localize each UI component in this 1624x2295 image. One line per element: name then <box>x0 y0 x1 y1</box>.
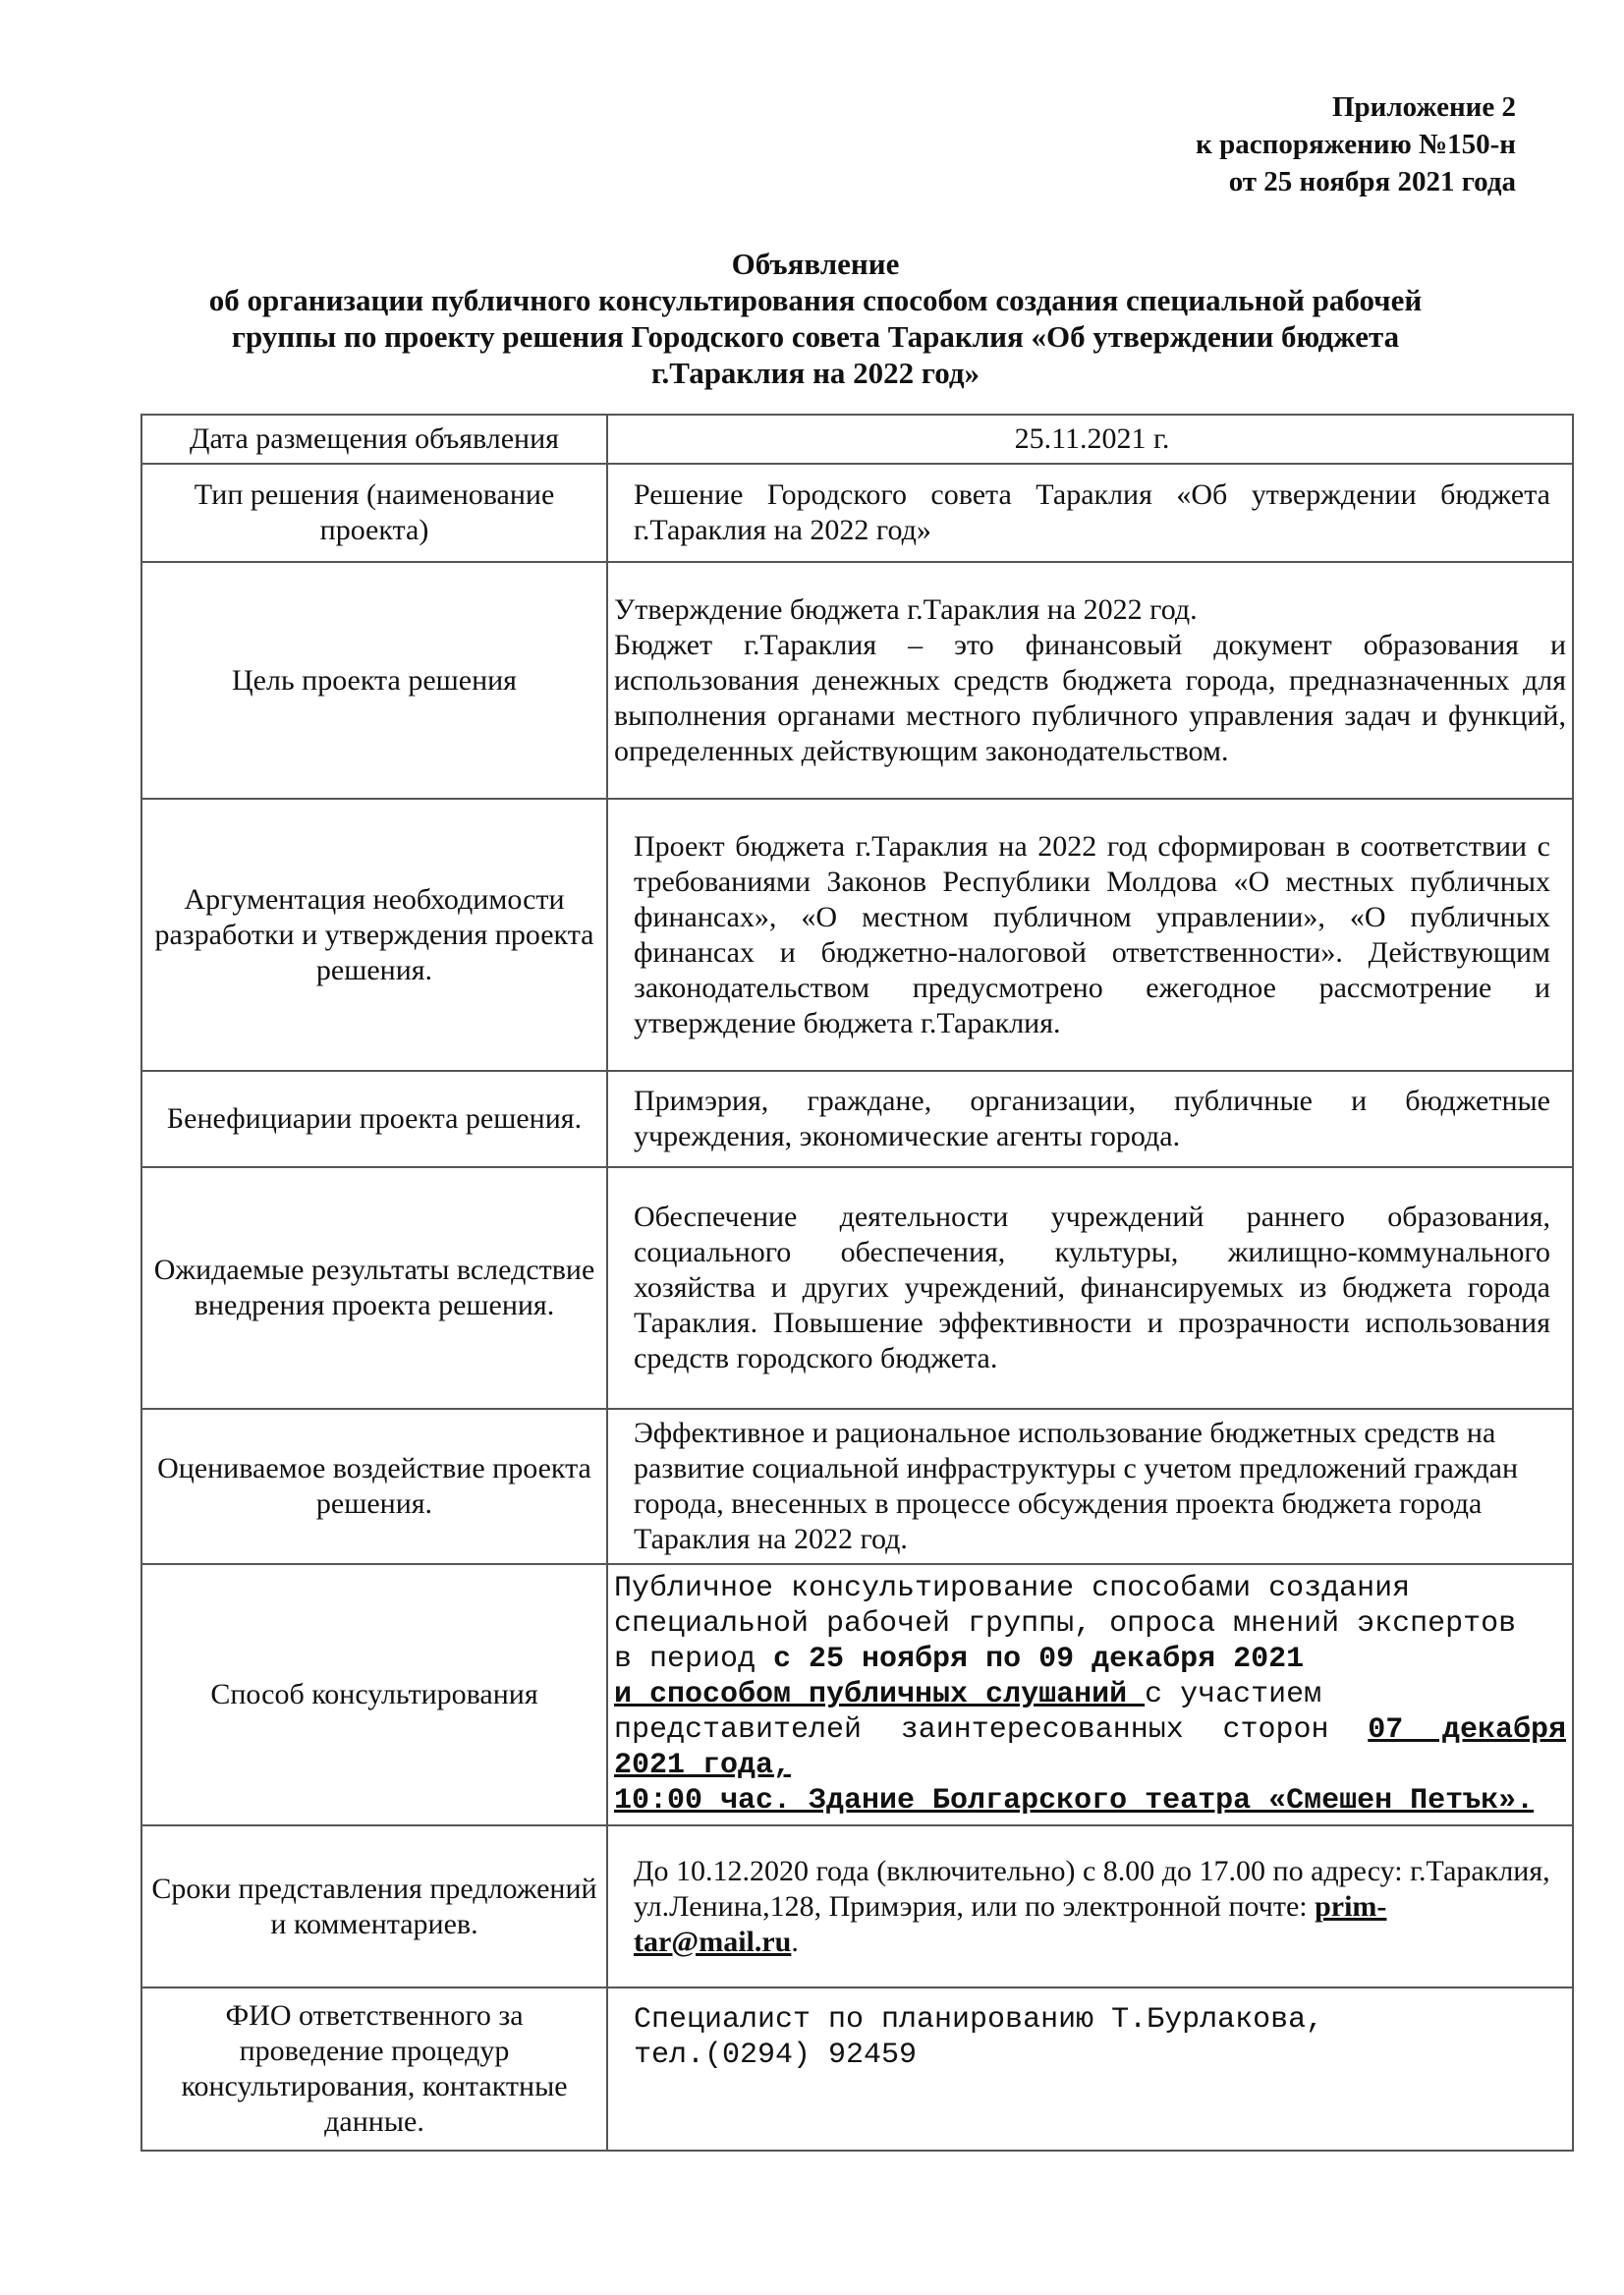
value-line <box>614 1642 1566 1677</box>
table-row <box>141 1071 1573 1167</box>
hearing-place: 10:00 час. Здание Болгарского театра «Смешен Петък». <box>614 1784 1535 1818</box>
value-line: специальной рабочей группы, опроса мнений экспертов <box>614 1607 1517 1641</box>
consultation-period: с 25 ноября по 09 декабря 2021 <box>773 1643 1305 1676</box>
attachment-line: Приложение 2 <box>1332 91 1516 123</box>
row-label: ФИО ответственного за проведение процедур консультирования, контактные данные. <box>141 1987 607 2151</box>
table-row <box>141 799 1573 1071</box>
row-value <box>607 1825 1573 1987</box>
title-subject: об организации публичного консультирования способом создания специальной рабочей группы по проекту решения Городского совета Тараклия «Об утверждении бюджета г.Тараклия на 2022 год» <box>208 283 1423 390</box>
row-value: Проект бюджета г.Тараклия на 2022 год сформирован в соответствии с требованиями Законов Республики Молдова «О местных публичных финансах», «О местном публичном управлении», «О публичных финансах и бюджетно-налоговой ответственности». Действующим законодательством предусмотрено ежегодное рассмотрение и утверждение бюджета г.Тараклия. <box>607 799 1573 1071</box>
row-value: Эффективное и рациональное использование бюджетных средств на развитие социальной инфраструктуры с учетом предложений граждан города, внесенных в процессе обсуждения проекта бюджета города Тараклия на 2022 год. <box>607 1409 1573 1564</box>
attachment-block <box>1196 88 1516 200</box>
attachment-line: к распоряжению №150-н <box>1196 129 1516 160</box>
value-line <box>614 1783 1566 1819</box>
row-value: Примэрия, граждане, организации, публичные и бюджетные учреждения, экономические агенты города. <box>607 1071 1573 1167</box>
public-hearing-label: и способом публичных слушаний <box>614 1678 1146 1711</box>
hearing-date: 07 декабря 2021 года, <box>614 1713 1566 1782</box>
value-text: с участием <box>1145 1678 1322 1711</box>
value-text: в период <box>614 1643 774 1676</box>
table-row <box>141 1167 1573 1409</box>
value-text: . <box>791 1925 799 1958</box>
document-title <box>196 246 1434 391</box>
row-label: Оцениваемое воздействие проекта решения. <box>141 1409 607 1564</box>
table-row <box>141 1409 1573 1564</box>
row-value: Решение Городского совета Тараклия «Об утверждении бюджета г.Тараклия на 2022 год» <box>607 464 1573 562</box>
value-line: Специалист по планированию Т.Бурлакова, <box>634 2003 1324 2037</box>
title-word: Объявление <box>731 247 900 281</box>
table-row <box>141 562 1573 799</box>
row-label: Ожидаемые результаты вследствие внедрения проекта решения. <box>141 1167 607 1409</box>
row-label: Тип решения (наименование проекта) <box>141 464 607 562</box>
row-label: Сроки представления предложений и комментариев. <box>141 1825 607 1987</box>
attachment-line: от 25 ноября 2021 года <box>1228 166 1516 197</box>
value-line: Утверждение бюджета г.Тараклия на 2022 год. <box>614 592 1198 626</box>
row-value: Обеспечение деятельности учреждений раннего образования, социального обеспечения, культуры, жилищно-коммунального хозяйства и других учреждений, финансируемых из бюджета города Тараклия. Повышение эффективности и прозрачности использования средств городского бюджета. <box>607 1167 1573 1409</box>
value-line <box>614 1712 1566 1783</box>
row-label: Бенефициарии проекта решения. <box>141 1071 607 1167</box>
value-paragraph: Бюджет г.Тараклия – это финансовый документ образования и использования денежных средств бюджета города, предназначенных для выполнения органами местного публичного управления задач и функций, определенных действующим законодательством. <box>614 628 1566 767</box>
row-value <box>607 1987 1573 2151</box>
row-label: Способ консультирования <box>141 1564 607 1825</box>
table-row <box>141 1564 1573 1825</box>
row-label: Аргументация необходимости разработки и утверждения проекта решения. <box>141 799 607 1071</box>
value-line: тел.(0294) 92459 <box>634 2039 918 2072</box>
row-label: Цель проекта решения <box>141 562 607 799</box>
value-line <box>614 1677 1566 1712</box>
value-text: представителей заинтересованных сторон <box>614 1713 1369 1747</box>
row-value <box>607 562 1573 799</box>
table-row <box>141 1825 1573 1987</box>
announcement-table <box>140 414 1574 2152</box>
email-link[interactable]: prim-tar@mail.ru <box>634 1889 1387 1958</box>
table-row <box>141 1987 1573 2151</box>
row-label: Дата размещения объявления <box>141 415 607 464</box>
value-text: До 10.12.2020 года (включительно) с 8.00 до 17.00 по адресу: г.Тараклия, ул.Ленина,128, Примэрия, или по электронной почте: <box>634 1854 1550 1923</box>
row-value: 25.11.2021 г. <box>607 415 1573 464</box>
table-row <box>141 464 1573 562</box>
table-row <box>141 415 1573 464</box>
row-value <box>607 1564 1573 1825</box>
value-line: Публичное консультирование способами создания <box>614 1572 1411 1605</box>
